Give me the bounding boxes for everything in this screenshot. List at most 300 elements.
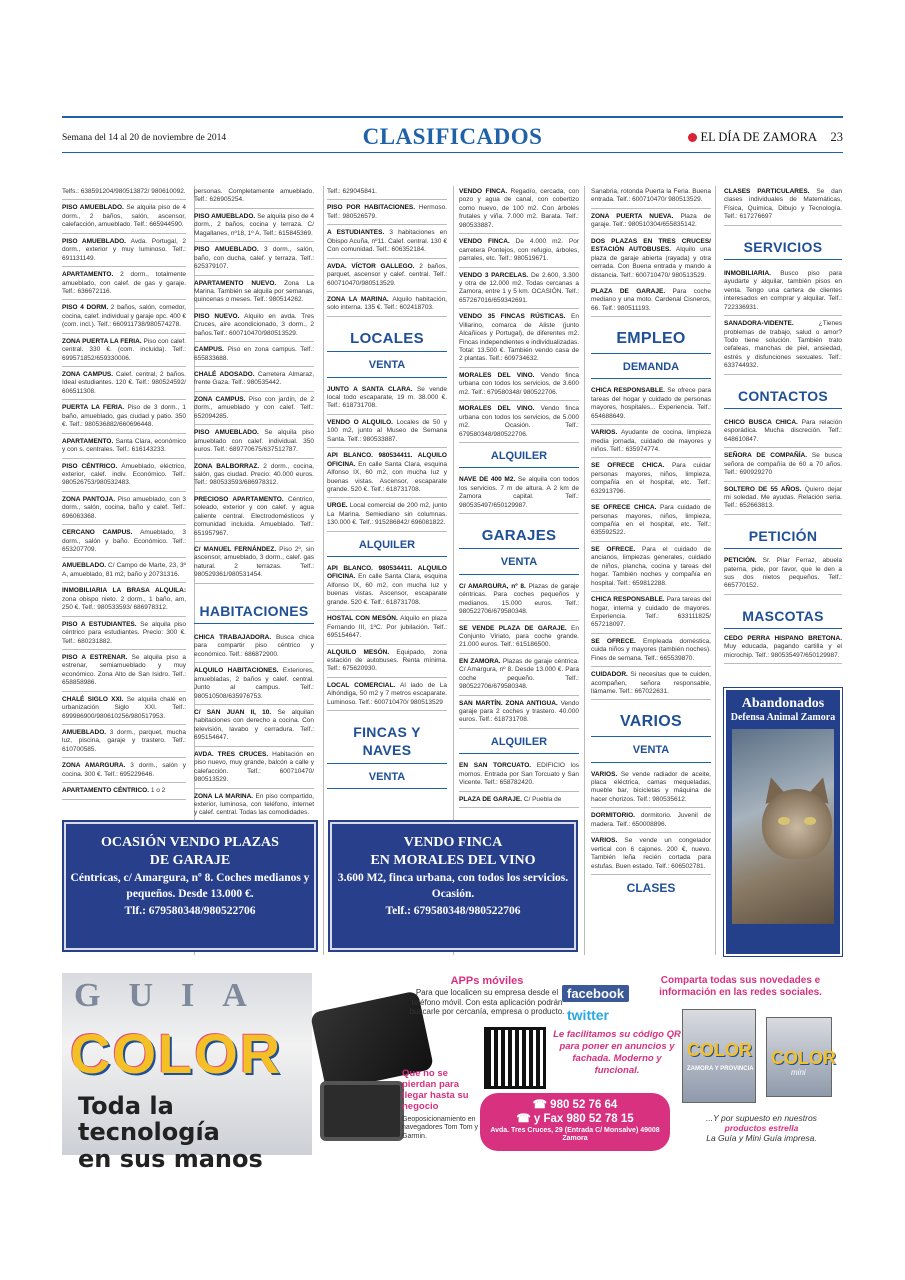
ad-text: Locales de 50 y 100 m2, junto al Museo de Semana Santa. Telf.: 980533887. [327, 418, 447, 443]
column-divider [584, 186, 585, 955]
ad-heading: ZONA PUERTA NUEVA. [591, 212, 681, 220]
section-clases: CLASES [626, 880, 676, 895]
ad-heading: SOLTERO DE 55 AÑOS. [724, 485, 805, 493]
classified-ad [724, 320, 842, 375]
apps-title: APPs móviles [450, 975, 524, 987]
classified-ad [591, 188, 711, 209]
phone-number: ☎ 980 52 76 64 [532, 1099, 618, 1111]
subsection-alquiler: ALQUILER [327, 538, 447, 557]
classified-ad [194, 793, 314, 822]
classified-ad [327, 452, 447, 498]
classified-ad [591, 238, 711, 284]
ad-text: 3 dorm., salón y cocina. 300 €. Telf.: 695229646. [62, 762, 186, 778]
ad-text: Plaza de garaje. Telf.: 980510304/655835142. [591, 212, 712, 229]
contact-box [480, 1093, 670, 1151]
classified-ad [62, 562, 186, 583]
ad-body: 3.600 M2, finca urbana, con todos los servicios. Ocasión. [337, 872, 569, 900]
ad-text: Telf.: 629045841. [327, 188, 377, 195]
ad-heading: APARTAMENTO. [62, 437, 116, 445]
ad-text: Vendo finca urbana con todos los servicios, de 5.000 m2. Ocasión. Telf.: 679580348/980522706. [459, 405, 579, 438]
ad-text: zona obispo nieto. 2 dorm., 1 baño, am, 250 €. Telf.: 980533593/ 686978312. [62, 595, 186, 612]
ad-heading: PISO A ESTRENAR. [62, 653, 132, 661]
classified-ad [62, 188, 186, 200]
ad-heading: NAVE DE 400 M2. [459, 476, 518, 484]
address: Avda. Tres Cruces, 29 (Entrada C/ Monsalve) 49008 Zamora [490, 1126, 660, 1143]
ad-heading: ZONA LA MARINA. [194, 792, 256, 800]
ad-text: Piso de 3 dorm., 1 baño, amueblado, gas ciudad y patio. 350 €. Telf.: 980536882/660696448. [62, 404, 187, 429]
classified-ad [62, 438, 186, 459]
ad-heading: ZONA LA MARINA. [327, 295, 393, 303]
ad-text: Alquilo en plaza Fernando III, 1ºC. Por jubilación. Telf.: 695154647. [327, 615, 447, 640]
ad-heading: AVDA. TRES CRUCES. [194, 750, 273, 758]
ad-text: Se alquila piso amueblado con calef. individual. 350 euros. Telf.: 689770675/637512787. [194, 429, 314, 454]
ad-heading: PUERTA LA FERIA. [62, 404, 128, 412]
classified-ad [62, 271, 186, 300]
ad-text: Zona La Marina. También se alquila por semanas, quincenas o meses. Telf.: 980514262. [194, 279, 314, 304]
column-4 [459, 188, 579, 812]
classified-ad [62, 696, 186, 725]
ad-heading: APARTAMENTO NUEVO. [194, 279, 285, 287]
products-line: ...Y por supuesto en nuestros [706, 1113, 817, 1123]
ad-heading: INMOBILIARIA. [724, 269, 781, 277]
subsection-venta: VENTA [327, 770, 447, 789]
ad-heading: API BLANCO. 980534411. ALQUILO OFICINA. [327, 452, 447, 468]
classified-ad [591, 771, 711, 809]
tagline [78, 1093, 312, 1172]
ad-heading: VARIOS. [591, 429, 621, 437]
ad-text: C/ Campo de Marte, 23, 3º A, amueblado, 81 m2, baño y 20731316. [62, 562, 186, 578]
ad-text: En Villarino, comarca de Aliste (junto Alcañices y Portugal), de diferentes m2. Fincas independientes e individualizadas. Total: 13.500 €. También vendo casa de 2 plantas. Telf.: 609734632. [459, 313, 579, 363]
mini-guide-book [766, 1017, 836, 1097]
ad-heading: CEDO PERRA HISPANO BRETONA. [724, 635, 842, 642]
classified-ad [591, 213, 711, 234]
classified-ad [327, 386, 447, 415]
ad-text: 3 habitaciones en Obispo Acuña, nº11. Calef. central. 130 € Con comunidad. Telf.: 606352184. [327, 229, 447, 254]
ad-heading: ALQUILO MESÓN. [327, 648, 397, 656]
classified-ad [62, 404, 186, 433]
ad-heading: VENDO O ALQUILO. [327, 418, 397, 426]
ad-text: 3 dorm., salón, baño, con ducha, calef. y terraza. Telf.: 625379107. [194, 246, 314, 271]
column-5 [591, 188, 711, 909]
ad-text: ¿Tienes problemas de trabajo, salud o amor? Todo tiene solución. También trato cefaleas, manchas de piel, ansiedad, estrés y disfunciones sexuales. Telf.: 633744932. [724, 320, 842, 370]
ad-text: Habitación en piso nuevo, muy grande, balcón a calle y calefacción. Telf.: 600710470/ 980513529. [194, 750, 314, 784]
classified-ad [327, 565, 447, 611]
ad-heading: CAMPUS. [194, 346, 228, 354]
classified-ad [62, 238, 186, 267]
ad-heading: AMUEBLADO. [62, 562, 109, 570]
ad-heading: PISO AMUEBLADO. [194, 246, 264, 254]
ad-heading: APARTAMENTO CÉNTRICO. [62, 787, 151, 795]
ad-text: dormitorio. Juvenil de madera. Telf.: 650008896. [591, 812, 711, 828]
ad-heading: PISO AMUEBLADO. [62, 237, 131, 245]
classified-ad [62, 762, 186, 783]
ad-heading: ALQUILO HABITACIONES. [194, 667, 283, 675]
classified-ad [327, 419, 447, 448]
ad-heading: SANADORA-VIDENTE. [724, 320, 819, 328]
subsection-venta: VENTA [591, 743, 711, 762]
ad-text: Se alquila piso a estrenar, semiamueblado y muy económico. Zona Alto de San Isidro. Telf.: 658858986. [62, 653, 186, 687]
classified-ad [591, 837, 711, 875]
classified-ad [724, 188, 842, 226]
ad-heading: API BLANCO. 980534411. ALQUILO OFICINA. [327, 565, 447, 581]
classified-ad [327, 502, 447, 531]
ad-heading: VENDO FINCA. [459, 238, 516, 246]
section-mascotas: MASCOTAS [724, 607, 842, 629]
column-6 [724, 188, 842, 668]
ad-garage-sale [64, 822, 316, 950]
ad-text: Sanabria, rotonda Puerta la Feria. Buena entrada. Telf.: 600710470/ 980513529. [591, 188, 711, 204]
ad-text: Para cuidado de personas mayores, niños, limpieza, compañía en el hospital, etc. Telf.: 635592522. [591, 504, 712, 537]
ad-heading: SE VENDE PLAZA DE GARAJE. [459, 624, 572, 632]
classified-ad [327, 296, 447, 317]
ad-text: En Conjunto Viriato, para coche grande. 21.000 euros. Telf.: 615186500. [459, 624, 579, 649]
ad-text: En calle Santa Clara, esquina Alfonso IX, 60 m2, con mucha luz y buenas vistas. Ascensor, escaparate grande. 520 €. Telf.: 618731708. [327, 460, 447, 493]
section-empleo: EMPLEO [591, 329, 711, 354]
classified-ad [194, 429, 314, 458]
ad-heading: ZONA PANTOJA. [62, 495, 118, 503]
classified-ad [62, 204, 186, 233]
classified-ad [62, 654, 186, 692]
classified-ad [724, 419, 842, 448]
classified-ad [327, 682, 447, 711]
ad-heading: PISO AMUEBLADO. [62, 204, 127, 212]
guia-text: GUIA [74, 977, 275, 1014]
ad-heading: CHICA RESPONSABLE. [591, 596, 667, 604]
ad-text: Se alquila piso de 4 dorm., 2 baños, cocina y terraza. C/ Magallanes, nº18, 1º A. Telf.: 615845369. [194, 212, 314, 237]
ad-heading: PETICIÓN. [724, 557, 763, 565]
book-subtitle: ZAMORA Y PROVINCIA [687, 1066, 754, 1072]
logo-icon [688, 133, 697, 142]
ad-heading: VENDO 35 FINCAS RÚSTICAS. [459, 313, 572, 321]
ad-text: Al lado de La Alhóndiga, 50 m2 y 7 metros escaparate. Luminoso. Telf.: 600710470/ 980513529 [327, 681, 447, 706]
ad-text: C/ Puebla de [523, 795, 562, 803]
ad-heading: SE OFRECE CHICA. [591, 504, 661, 512]
classified-ad [724, 452, 842, 481]
ad-heading: AVDA. VÍCTOR GALLEGO. [327, 262, 420, 270]
book-subtitle: mini [791, 1068, 806, 1077]
column-1 [62, 188, 186, 804]
ad-text: 1 o 2 [150, 787, 166, 795]
classified-ad [591, 638, 711, 667]
classified-ad [459, 238, 579, 267]
ad-text: personas. Completamente amueblado. Telf.: 626905254. [194, 188, 314, 204]
ad-heading: PRECIOSO APARTAMENTO. [194, 495, 288, 503]
page-number: 23 [830, 130, 843, 144]
ad-text: Se vende local todo escaparate, 19 m. 38.000 €. Telf.: 618731708. [327, 385, 447, 410]
classified-ad [724, 635, 842, 664]
classified-ad [591, 504, 711, 542]
classified-ad [327, 649, 447, 678]
ad-text: Se alquila con todos los servicios. 7 m de altura. A 2 km de Zamora capital. Telf.: 980535497/650129987. [459, 476, 579, 509]
ad-text: Piso amueblado, con 3 dorm., salón, cocina, baño y calef. Telf.: 696063368. [62, 495, 186, 520]
ad-text: Se alquila piso céntrico para estudiantes. Precio: 300 €. Telf.: 680231882. [62, 620, 187, 645]
guia-color-banner [62, 973, 843, 1173]
ad-text: Se vende radiador de aceite, placa eléctrica, camas mequeladas, mueble bar, bicicletas y máquina de hacer chorizos. Telf.: 980535612. [591, 770, 711, 803]
ad-text: De 2.600, 3.300 y otra de 12.000 m2. Todas cercanas a Zamora, entre 1 y 5 km. OCASIÓN. Telf.: 657267016/659342691. [459, 271, 579, 304]
subsection-venta: VENTA [327, 358, 447, 377]
tagline-line: Toda la tecnología [78, 1092, 220, 1147]
ad-text: Vendo garaje para 2 coches y trastero. 40.000 euros. Telf.: 618731708. [459, 699, 579, 724]
ad-heading: SAN MARTÍN. ZONA ANTIGUA. [459, 699, 561, 707]
section-habitaciones: HABITACIONES [194, 602, 314, 624]
ad-text: Regadío, cercada, con pozo y agua de canal, con cobertizo como nuevo, de 100 m2. Con árboles frutales y viña. 7.000 m2. Barata. Telf.: 980533887. [459, 188, 579, 229]
classified-ad [62, 496, 186, 525]
ad-heading: SE OFRECE. [591, 545, 643, 553]
ad-heading: CHALÉ SIGLO XXI. [62, 695, 127, 703]
ad-heading: LOCAL COMERCIAL. [327, 681, 401, 689]
ad-heading: SE OFRECE. [591, 637, 644, 645]
classified-ad [62, 463, 186, 492]
ad-heading: PLAZA DE GARAJE. [591, 287, 673, 295]
ad-text: Equipado, zona estación de autobuses. Renta mínima. Telf.: 675620930. [327, 648, 447, 673]
classified-ad [62, 529, 186, 558]
section-contactos: CONTACTOS [724, 387, 842, 409]
ad-text: Quiero dejar mi soledad. Me ayudas. Relación seria. Telf.: 652663813. [724, 485, 842, 510]
ad-heading: CLASES PARTICULARES. [724, 188, 817, 195]
products-line: La Guía y Mini Guía impresa. [706, 1133, 817, 1144]
classified-ad [194, 546, 314, 584]
classified-ad [327, 188, 447, 200]
subsection-alquiler: ALQUILER [459, 449, 579, 468]
classified-ad [724, 486, 842, 515]
classified-ad [194, 246, 314, 275]
ad-body: Céntricas, c/ Amargura, nº 8. Coches medianos y pequeños. Desde 13.000 €. [70, 872, 310, 900]
ad-heading: ZONA BALBORRAZ. [194, 462, 264, 470]
ad-text: Avda. Portugal, 2 dorm., exterior y muy luminoso. Telf.: 691131149. [62, 237, 186, 262]
ad-heading: ZONA CAMPUS. [194, 395, 249, 403]
ad-text: De 4.000 m2. Por carretera Pontejos, con refugio, árboles, parrales, etc. Telf.: 980519671. [459, 238, 579, 263]
ad-text: 2 dorm., totalmente amueblado, con calef. de gas y garaje. Telf.: 636672116. [62, 271, 186, 295]
ad-heading: VARIOS. [591, 770, 621, 778]
guia-color-logo [62, 973, 312, 1173]
column-2 [194, 188, 314, 826]
classified-ad [62, 304, 186, 333]
ad-text: Se alquila piso de 4 dorm., 2 baños, salón, ascensor, calefacción, amueblado. Telf.: 665944590. [62, 204, 186, 229]
classified-ad [591, 596, 711, 634]
subsection-venta: VENTA [459, 555, 579, 574]
ad-text: Plazas de garaje céntrica. C/ Amargura, nº 8. Desde 13.000 €. Para coche pequeño. Telf.: 980522706/679580348. [459, 657, 579, 691]
ad-heading: HOSTAL CON MESÓN. [327, 615, 401, 623]
column-divider [715, 186, 716, 955]
color-text: COLOR [70, 1022, 283, 1085]
navigation-promo: Que no se pierdan para llegar hasta su negocio [402, 1068, 469, 1112]
classified-ad [724, 557, 842, 595]
classified-ad [194, 709, 314, 747]
ad-heading: PISO AMUEBLADO. [194, 429, 265, 437]
ad-headline: EN MORALES DEL VINO [370, 852, 536, 868]
facebook-logo: facebook [562, 985, 629, 1002]
ad-headline: DE GARAJE [149, 852, 231, 868]
classified-ad [591, 288, 711, 317]
classified-ad [591, 812, 711, 833]
classified-ad [62, 338, 186, 367]
classified-ad [459, 625, 579, 654]
ad-text: Busco piso para ayudarte y alquilar, también pisos en venta. Tengo una cartera de clientes interesados en comprar y alquilar. Telf.: 722336931. [724, 269, 842, 311]
subsection-alquiler: ALQUILER [459, 735, 579, 754]
ad-text: Se alquila chalé en urbanización Siglo XXI. Telf.: 699986900/980610256/980517953. [62, 695, 186, 720]
ad-heading: APARTAMENTO. [62, 271, 121, 279]
issue-date: Semana del 14 al 20 de noviembre de 2014 [62, 133, 227, 143]
classified-ad [194, 634, 314, 663]
ad-text: EDIFICIO los momos. Entrada por San Torcuato y San Vicente. Telf.: 658782420. [459, 762, 579, 787]
ad-heading: SEÑORA DE COMPAÑÍA. [724, 452, 812, 460]
classified-ad [327, 615, 447, 644]
classified-ad [591, 429, 711, 458]
classified-ad [194, 313, 314, 342]
ad-text: Local comercial de 200 m2, junto La Marina. Semiediano sin columnas. 130.000 €. Telf.: 915286842/ 696081822. [327, 502, 447, 527]
ad-heading: C/ MANUEL FERNÁNDEZ. [194, 546, 280, 553]
ad-heading: MORALES DEL VINO. [459, 405, 541, 413]
gps-device-image [320, 1081, 404, 1141]
ad-text: Se busca señora de compañía de 60 a 70 años. Telf.: 690929270 [724, 452, 842, 477]
ad-text: Calef. central, 2 baños. Ideal estudiantes. 120 €. Telf.: 980524592/ 606511308. [62, 371, 186, 395]
ad-heading: CUIDADOR. [591, 671, 631, 679]
ad-heading: AMUEBLADO. [62, 729, 110, 736]
ad-text: Santa Clara, económico y con s. centrales. Telf.: 616143233. [62, 437, 186, 454]
ad-heading: ZONA AMARGURA. [62, 762, 131, 770]
ad-text: Empleada doméstica, cuida niños y mayores (también noches). Fines de semana. Telf.: 665539870. [591, 637, 711, 662]
classified-ad [194, 346, 314, 367]
ad-heading: PISO NUEVO. [194, 312, 245, 320]
ad-text: Vendo finca urbana con todos los servicios, de 3.600 m2. Telf.: 679580348/ 980522706. [459, 371, 579, 396]
classified-ad [327, 229, 447, 258]
classified-ad [194, 751, 314, 789]
ad-heading: CHICA TRABAJADORA. [194, 633, 276, 641]
social-promo: Comparta todas sus novedades e información en las redes sociales. [659, 975, 822, 998]
apps-promo [402, 975, 572, 1017]
section-title: CLASIFICADOS [362, 124, 543, 149]
classified-ad [459, 796, 579, 808]
ad-text: 2 dorm., cocina, salón, gas ciudad. Precio: 40.000 euros. Telf.: 980533593/686978312. [194, 462, 314, 487]
ad-farm-sale [330, 822, 576, 950]
ad-text: 2 baños, salón, comedor, cocina, calef. individual y garaje opc. 400 € (com. incl.). Telf.: 660911738/980574278. [62, 304, 186, 329]
ad-heading: PISO POR HABITACIONES. [327, 204, 419, 212]
ad-text: Hermoso. Telf.: 980526579. [327, 204, 447, 220]
ad-heading: CHICO BUSCA CHICA. [724, 418, 802, 426]
ad-text: Exteriores, amuebladas, 2 baños y calef. central. Junto al campus. Telf.: 980510508/635976753. [194, 667, 314, 700]
classified-ad [327, 263, 447, 292]
products-promo [680, 1113, 843, 1144]
ad-heading: PISO 4 DORM. [62, 304, 111, 312]
ad-phone: Tlf.: 679580348/980522706 [124, 905, 256, 918]
classified-ad [459, 476, 579, 514]
classified-ad [591, 671, 711, 700]
classified-ad [459, 700, 579, 729]
ad-heading: DORMITORIO. [591, 812, 641, 820]
products-line: productos estrella [724, 1123, 799, 1134]
ad-organization: Defensa Animal Zamora [730, 712, 836, 723]
classified-ad [62, 371, 186, 400]
cat-photo [732, 729, 834, 924]
section-fincas-naves: FINCAS Y NAVES [327, 723, 447, 763]
ad-heading: CHICA RESPONSABLE. [591, 387, 668, 395]
ad-text: Alquilo en avda. Tres Cruces, aire acondicionado, 3 dorm., 2 baños.Telf.: 600710470/980513529. [194, 312, 314, 337]
ad-text: Se dan clases individuales de Matemáticas, Física, Química, Dibujo y Tecnología. Telf.: 617276697 [724, 188, 843, 221]
ad-heading: PISO A ESTUDIANTES. [62, 620, 141, 628]
ad-text: Alquilo habitación, solo interna. 135 €. Telf.: 602418703. [327, 295, 447, 312]
ad-text: Ayudante de cocina, limpieza media jornada, cuidado de mayores y niños. Telf.: 635974774. [591, 429, 711, 453]
publication-logo [688, 130, 817, 145]
classified-ad [62, 587, 186, 616]
ad-heading: A ESTUDIANTES. [327, 229, 390, 237]
ad-abandoned-animals [724, 688, 842, 956]
ad-text: Para coche mediano y una moto. Cardenal Cisneros, 66. Telf.: 980511193. [591, 287, 711, 312]
ad-heading: CERCANO CAMPUS. [62, 529, 141, 537]
ad-heading: MORALES DEL VINO. [459, 371, 541, 379]
classified-ad [591, 462, 711, 500]
ad-heading: PISO AMUEBLADO. [194, 212, 258, 220]
classified-ad [194, 463, 314, 492]
ad-text: Carretera Almaraz, frente Gaza. Telf.: 980535442. [194, 371, 315, 387]
classified-ad [62, 787, 186, 799]
ad-text: Piso 2º, sin ascensor, amueblado, 3 dorm., calef. gas natural. 2 terrazas. Telf.: 980529361/980531454. [194, 546, 314, 579]
ad-text: Piso en zona campus. Telf.: 655833688. [194, 346, 315, 362]
classified-ad [327, 204, 447, 225]
twitter-logo: twitter [567, 1007, 609, 1023]
classified-ad [459, 658, 579, 696]
ad-headline: OCASIÓN VENDO PLAZAS [101, 835, 279, 850]
ad-text: En calle Santa Clara, esquina Alfonso IX, 60 m2, con mucha luz y buenas vistas. Ascensor, escaparate grande. 520 €. Telf.: 618731708. [327, 573, 447, 606]
section-varios: VARIOS [591, 712, 711, 737]
subsection-demanda: DEMANDA [591, 360, 711, 379]
ad-text: Piso con calef. central. 330 €. (com. incluida). Telf.: 699571852/659330006. [62, 337, 186, 362]
classified-ad [459, 372, 579, 401]
qr-promo: Le facilitamos su código QR para poner en anuncios y fachada. Moderno y funcional. [553, 1029, 681, 1076]
classified-ad [459, 583, 579, 621]
section-servicios: SERVICIOS [724, 238, 842, 260]
classified-ad [459, 272, 579, 310]
section-locales: LOCALES [327, 329, 447, 353]
book-title: COLOR [687, 1040, 752, 1060]
ad-text: Muy educada, pagando cartilla y el microchip. Telf.: 980535497/650129987. [724, 643, 842, 659]
ad-heading: PISO CÉNTRICO. [62, 462, 122, 470]
ad-text: Para cuidar personas mayores, niños, limpieza, compañía en el hospital, etc. Telf.: 632913796. [591, 462, 711, 495]
classified-ad [459, 313, 579, 368]
page-header [62, 124, 843, 154]
ad-phone: Telf.: 679580348/980522706 [385, 905, 521, 918]
book-title: COLOR [771, 1048, 836, 1068]
fax-number: ☎ y Fax 980 52 78 15 [516, 1112, 634, 1125]
ad-heading: ZONA CAMPUS. [62, 371, 116, 378]
ad-heading: VENDO FINCA. [459, 188, 511, 195]
section-peticion: PETICIÓN [724, 527, 842, 549]
classified-ad [194, 280, 314, 309]
classified-ad [194, 667, 314, 705]
ad-text: Para relación esporádica. Mucha discreción. Telf.: 648610847. [724, 418, 842, 443]
guide-books-image [682, 1009, 842, 1105]
ad-text: Se ofrece para tareas del hogar y cuidado de personas mayores, hospitales... Experiencia. Telf.: 654688649. [591, 387, 711, 420]
ad-headline: VENDO FINCA [403, 835, 503, 850]
classified-ad [194, 396, 314, 425]
ad-text: Se vende un congelador vertical con 6 cajones. 200 €, nuevo. También leña recién cortada para estufas. Buen estado. Telf.: 606502781. [591, 837, 711, 870]
classified-ad [194, 188, 314, 209]
ad-text: Para tareas del hogar, interna y cuidado de mayores. Experiencia. Telf.: 633111825/ 657218097. [591, 596, 711, 629]
ad-heading: CHALÉ ADOSADO. [194, 371, 258, 378]
classified-ad [194, 371, 314, 392]
qr-code-icon [484, 1027, 546, 1089]
ad-heading: EN SAN TORCUATO. [459, 762, 537, 770]
classified-ad [194, 496, 314, 542]
ad-heading: VARIOS. [591, 837, 625, 845]
ad-text: Se alquilan habitaciones con derecho a cocina. Con televisión, lavabo y cerradura. Telf.: 695154647. [194, 709, 315, 742]
ad-heading: C/ SAN JUAN II, 10. [194, 709, 278, 716]
classified-ad [194, 213, 314, 242]
ad-text: Alquilo una plaza de garaje abierta (rayada) y otra cerrada. Con Buena entrada y mando a distancia. Telf.: 600710470/ 980513529. [591, 246, 711, 279]
classified-ad [591, 546, 711, 592]
header-rule [62, 152, 843, 153]
ad-text: 3 dorm., parquet, mucha luz, piscina, garaje y trastero. Telf.: 610700585. [62, 729, 186, 753]
section-garajes: GARAJES [459, 526, 579, 550]
